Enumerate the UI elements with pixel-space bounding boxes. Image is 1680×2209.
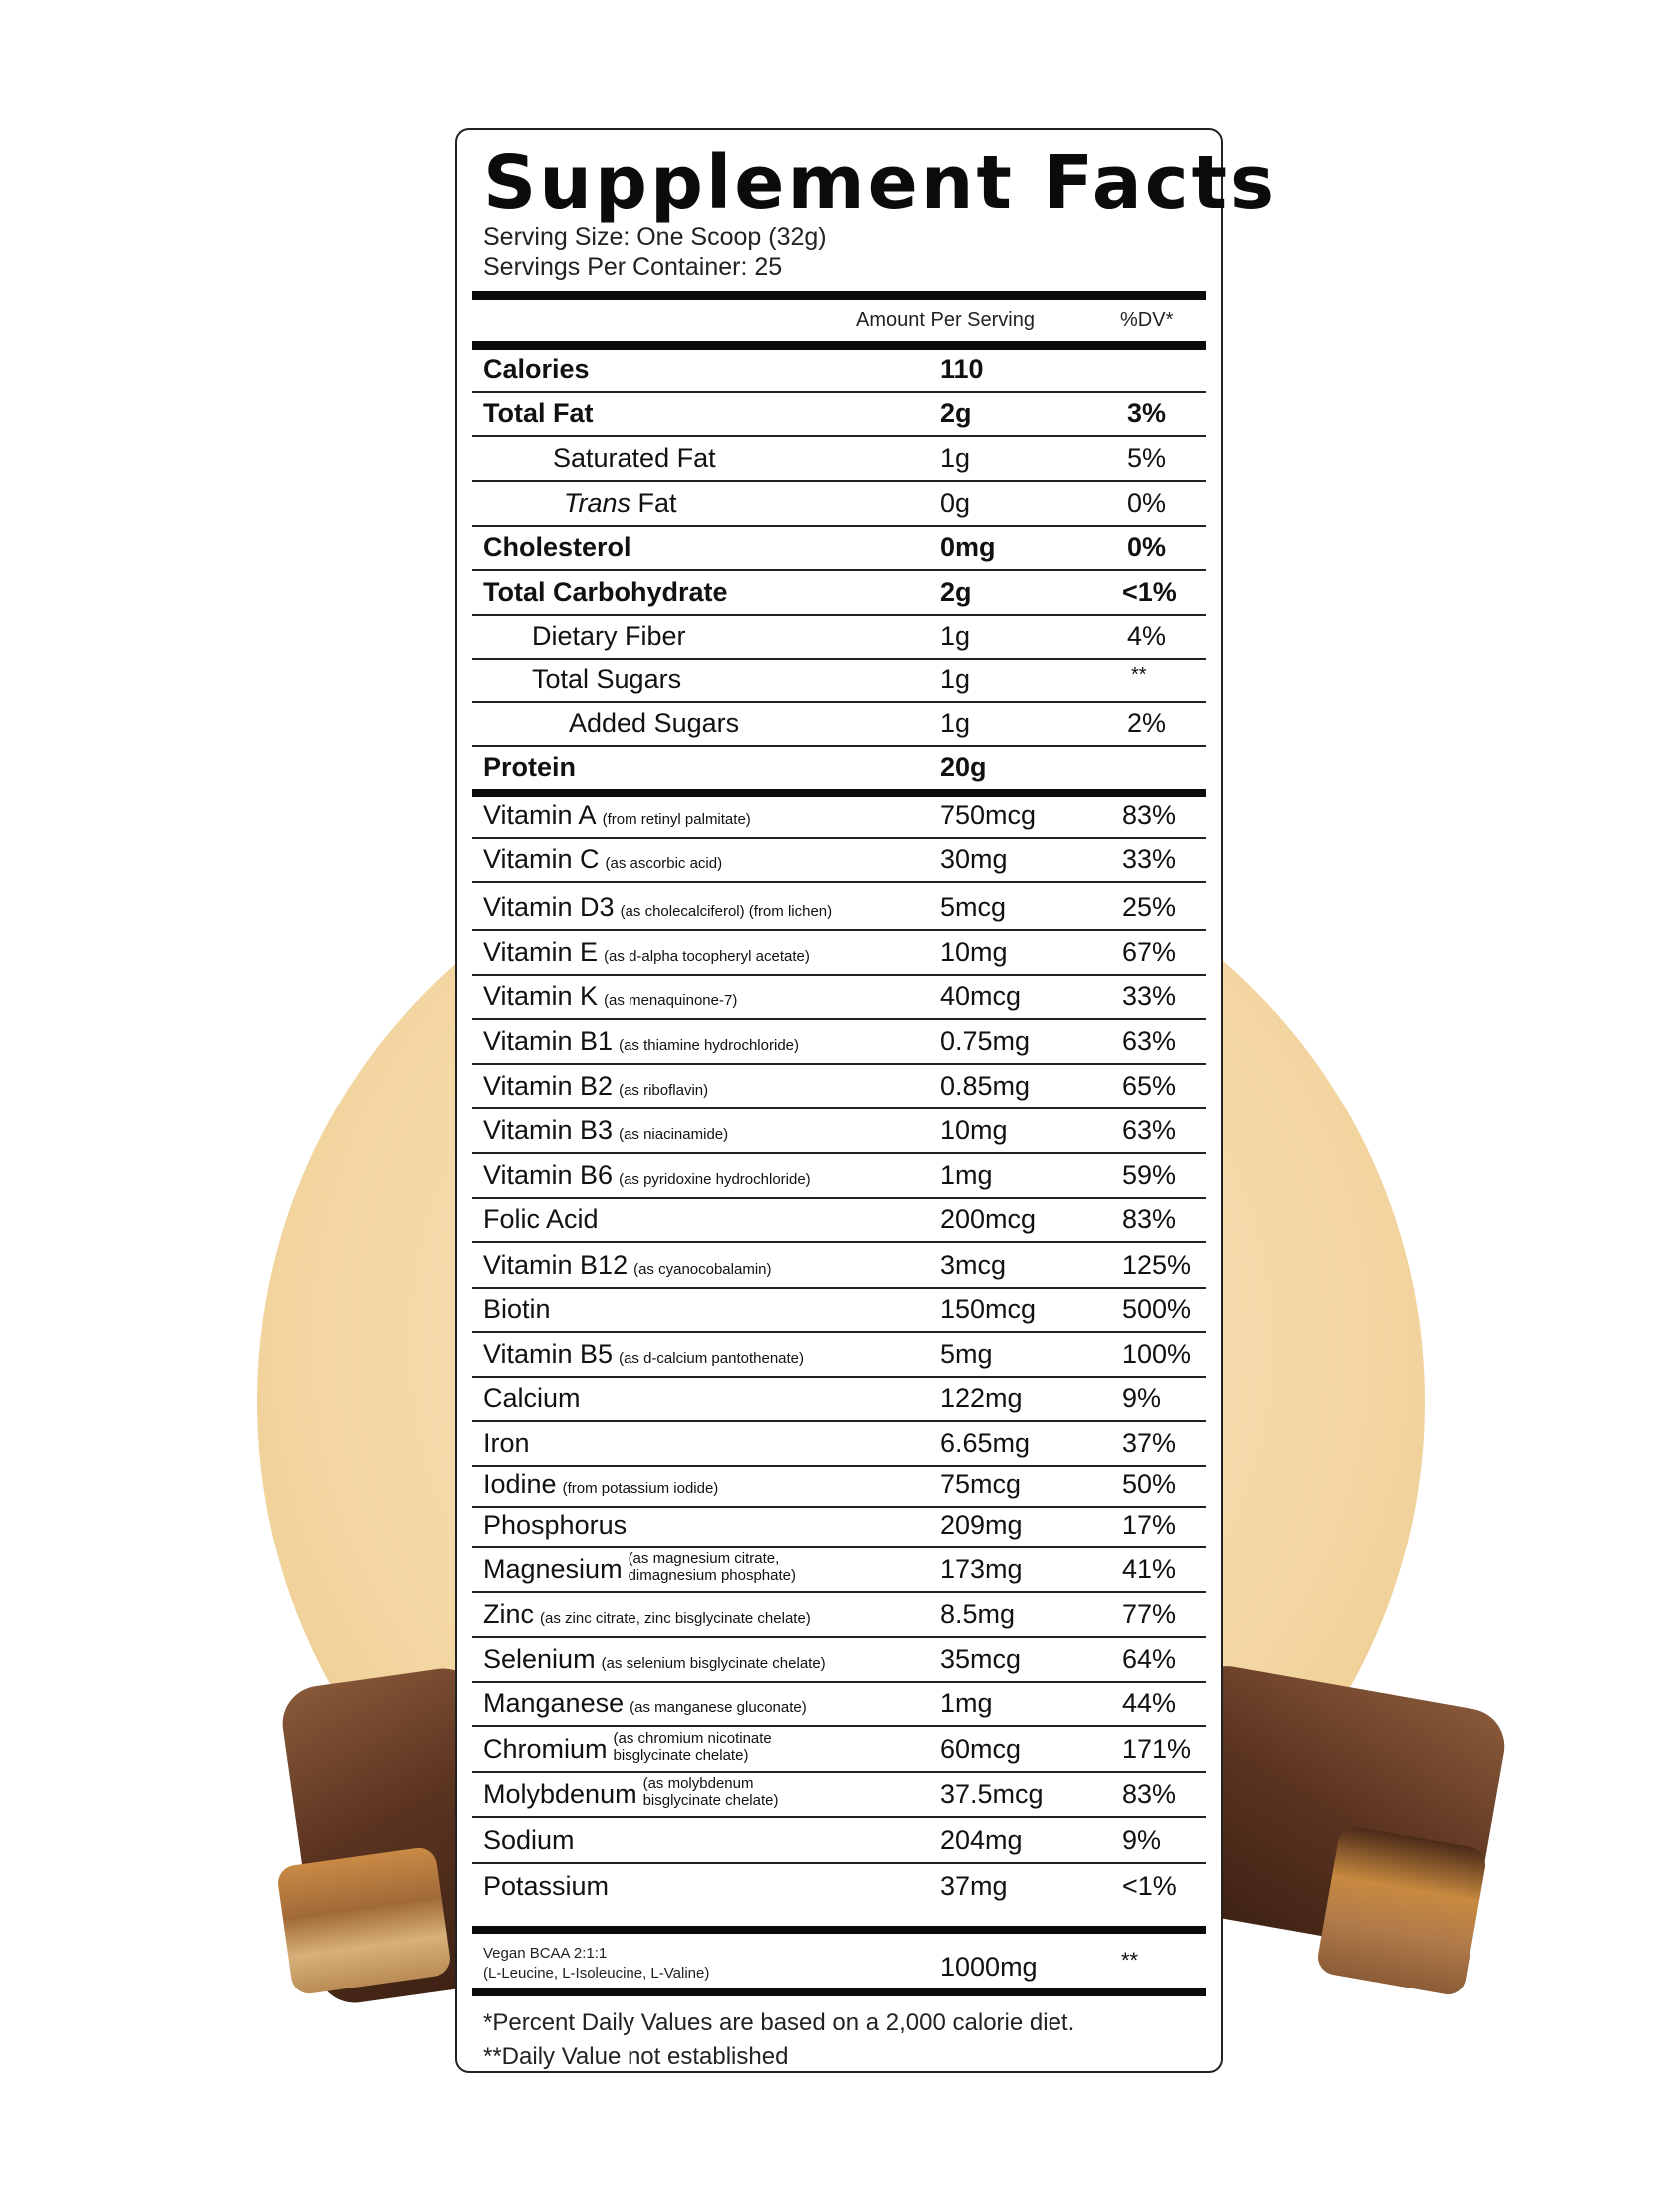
thick-divider (472, 789, 1206, 797)
nutrient-name: Vitamin B3 (as niacinamide) (483, 1115, 729, 1145)
nutrient-name: Total Fat (483, 398, 594, 428)
nutrient-dv: 171% (1122, 1734, 1192, 1764)
nutrient-row (472, 1378, 1206, 1422)
nutrient-source-note: (from retinyl palmitate) (602, 811, 751, 828)
nutrient-source-note: (as molybdenum bisglycinate chelate) (642, 1775, 779, 1809)
nutrient-dv: 9% (1122, 1825, 1162, 1855)
nutrient-source-note: (from potassium iodide) (562, 1480, 719, 1497)
nutrient-row (472, 1109, 1206, 1154)
nutrient-row (472, 1818, 1206, 1864)
nutrient-dv: 100% (1122, 1339, 1192, 1369)
nutrient-row (472, 747, 1206, 789)
thick-divider (472, 1988, 1206, 1996)
nutrient-name: Vitamin K (as menaquinone-7) (483, 981, 738, 1011)
nutrient-dv: 500% (1122, 1294, 1192, 1324)
nutrient-row (472, 527, 1206, 571)
nutrient-row (472, 1548, 1206, 1593)
nutrient-row (472, 482, 1206, 527)
dv-footnote: *Percent Daily Values are based on a 2,000 calorie diet. (483, 2009, 1075, 2036)
nutrient-source-note: (as d-alpha tocopheryl acetate) (604, 948, 810, 965)
nutrient-amount: 5mg (940, 1339, 993, 1369)
nutrient-name: Zinc (as zinc citrate, zinc bisglycinate chelate) (483, 1599, 811, 1629)
nutrient-row (472, 350, 1206, 393)
amount-per-serving-header: Amount Per Serving (856, 309, 1035, 331)
nutrient-row (472, 1864, 1206, 1908)
nutrient-source-note: (as thiamine hydrochloride) (619, 1037, 799, 1054)
panel-title: Supplement Facts (483, 140, 1278, 225)
nutrient-dv: 63% (1122, 1026, 1177, 1056)
nutrient-source-note: (as zinc citrate, zinc bisglycinate chelate) (540, 1610, 811, 1627)
nutrient-dv: 77% (1122, 1599, 1177, 1629)
nutrient-row (472, 976, 1206, 1020)
nutrient-name: Iodine (from potassium iodide) (483, 1469, 719, 1499)
nutrient-name: Magnesium (as magnesium citrate, dimagnesium phosphate) (483, 1550, 796, 1584)
nutrient-amount: 37mg (940, 1871, 1008, 1901)
nutrient-dv: <1% (1122, 577, 1177, 607)
nutrient-row (472, 1727, 1206, 1773)
nutrient-amount: 10mg (940, 937, 1008, 967)
nutrient-name: Vitamin D3 (as cholecalciferol) (from lichen) (483, 892, 833, 922)
nutrient-amount: 5mcg (940, 892, 1007, 922)
nutrient-name: Cholesterol (483, 532, 631, 562)
nutrient-amount: 37.5mcg (940, 1779, 1044, 1809)
nutrient-row (472, 1333, 1206, 1378)
nutrient-row (472, 1593, 1206, 1638)
nutrient-row (472, 1508, 1206, 1548)
nutrient-dv: 2% (1127, 708, 1167, 738)
nutrient-dv: 41% (1122, 1554, 1177, 1584)
nutrient-source-note: (as selenium bisglycinate chelate) (601, 1655, 826, 1672)
nutrient-amount: 1g (940, 621, 971, 651)
nutrient-dv: 59% (1122, 1160, 1177, 1190)
nutrient-name: Calcium (483, 1383, 581, 1413)
nutrient-source-note: (as menaquinone-7) (604, 992, 738, 1009)
nutrient-amount: 40mcg (940, 981, 1022, 1011)
nutrient-amount: 0mg (940, 532, 996, 562)
bcaa-amount: 1000mg (940, 1952, 1038, 1982)
nutrient-amount: 0.75mg (940, 1026, 1031, 1056)
nutrient-name: Vitamin B6 (as pyridoxine hydrochloride) (483, 1160, 811, 1190)
nutrient-source-note: (as manganese gluconate) (630, 1699, 807, 1716)
nutrient-name: Trans Fat (564, 488, 677, 518)
nutrient-amount: 2g (940, 577, 972, 607)
nutrient-dv: 83% (1122, 800, 1177, 830)
nutrient-name: Potassium (483, 1871, 610, 1901)
nutrient-name: Total Sugars (532, 664, 682, 694)
bcaa-name-line2: (L-Leucine, L-Isoleucine, L-Valine) (483, 1965, 710, 1982)
nutrient-name: Folic Acid (483, 1204, 599, 1234)
nutrient-dv: 50% (1122, 1469, 1177, 1499)
bcaa-dv: ** (1121, 1948, 1139, 1973)
nutrient-row (472, 571, 1206, 616)
nutrient-amount: 110 (940, 354, 984, 384)
nutrient-source-note: (as pyridoxine hydrochloride) (619, 1171, 811, 1188)
nutrient-amount: 2g (940, 398, 972, 428)
nutrient-dv: 0% (1127, 532, 1167, 562)
nutrient-name: Vitamin A (from retinyl palmitate) (483, 800, 751, 830)
nutrient-amount: 75mcg (940, 1469, 1022, 1499)
nutrient-source-note: (as ascorbic acid) (605, 855, 723, 872)
nutrient-amount: 173mg (940, 1554, 1023, 1584)
nutrient-dv: 3% (1127, 398, 1167, 428)
nutrient-name: Dietary Fiber (532, 621, 686, 651)
nutrient-row (472, 839, 1206, 883)
nutrient-row (472, 1683, 1206, 1727)
nutrient-source-note: (as cyanocobalamin) (633, 1261, 772, 1278)
thick-divider (472, 291, 1206, 300)
nutrient-amount: 35mcg (940, 1644, 1022, 1674)
nutrient-source-note: (as riboflavin) (619, 1082, 709, 1099)
nutrient-dv: 65% (1122, 1071, 1177, 1101)
nutrient-row (472, 616, 1206, 660)
nutrient-dv: 25% (1122, 892, 1177, 922)
nutrient-amount: 1mg (940, 1160, 993, 1190)
nutrient-dv: 125% (1122, 1250, 1192, 1280)
nutrient-dv: 5% (1127, 443, 1167, 473)
nutrient-name: Iron (483, 1428, 530, 1458)
nutrient-name: Saturated Fat (553, 443, 716, 473)
nutrient-dv: 67% (1122, 937, 1177, 967)
nutrient-amount: 122mg (940, 1383, 1023, 1413)
nutrient-name: Vitamin C (as ascorbic acid) (483, 844, 723, 874)
nutrient-name: Manganese (as manganese gluconate) (483, 1688, 807, 1718)
nutrient-row (472, 1422, 1206, 1467)
nutrient-name: Biotin (483, 1294, 551, 1324)
dv-header: %DV* (1120, 309, 1174, 331)
nutrient-name: Molybdenum (as molybdenum bisglycinate chelate) (483, 1775, 779, 1809)
nutrient-dv: <1% (1122, 1871, 1177, 1901)
nutrient-amount: 0g (940, 488, 971, 518)
nutrient-dv: ** (1131, 664, 1147, 686)
nutrient-row (472, 437, 1206, 482)
nutrient-row (472, 1243, 1206, 1289)
nutrient-dv: 64% (1122, 1644, 1177, 1674)
nutrient-source-note: (as niacinamide) (619, 1126, 729, 1143)
nutrient-amount: 10mg (940, 1115, 1008, 1145)
nutrient-dv: 33% (1122, 844, 1177, 874)
nutrient-dv: 83% (1122, 1779, 1177, 1809)
supplement-facts-panel (455, 128, 1278, 2073)
chocolate-bar-right-cross-section (1315, 1824, 1488, 1997)
nutrient-row (472, 1289, 1206, 1333)
nutrient-name: Vitamin B12 (as cyanocobalamin) (483, 1250, 772, 1280)
nutrient-dv: 63% (1122, 1115, 1177, 1145)
nutrient-dv: 44% (1122, 1688, 1177, 1718)
chocolate-bar-left-cross-section (276, 1845, 453, 1995)
nutrient-dv: 4% (1127, 621, 1167, 651)
nutrient-name: Vitamin B5 (as d-calcium pantothenate) (483, 1339, 805, 1369)
nutrient-name: Added Sugars (569, 708, 740, 738)
nutrient-row (472, 393, 1206, 437)
nutrient-dv: 9% (1122, 1383, 1162, 1413)
nutrient-source-note: (as cholecalciferol) (from lichen) (620, 903, 833, 920)
nutrient-amount: 30mg (940, 844, 1008, 874)
servings-per-container: Servings Per Container: 25 (483, 253, 783, 281)
nutrient-row (472, 1773, 1206, 1818)
nutrient-amount: 209mg (940, 1510, 1023, 1540)
nutrient-row (472, 660, 1206, 703)
nutrient-source-note: (as magnesium citrate, dimagnesium phosphate) (628, 1550, 796, 1584)
nutrient-name: Vitamin E (as d-alpha tocopheryl acetate) (483, 937, 810, 967)
nutrient-name: Total Carbohydrate (483, 577, 728, 607)
nutrient-row (472, 931, 1206, 976)
nutrient-dv: 37% (1122, 1428, 1177, 1458)
nutrient-amount: 1g (940, 708, 971, 738)
bcaa-name (483, 1944, 709, 1984)
nutrient-row (472, 1199, 1206, 1243)
nutrient-row (472, 1638, 1206, 1683)
nutrient-amount: 6.65mg (940, 1428, 1031, 1458)
nutrient-name: Vitamin B2 (as riboflavin) (483, 1071, 709, 1101)
nutrient-amount: 0.85mg (940, 1071, 1031, 1101)
nutrient-row (472, 797, 1206, 839)
nutrient-amount: 1g (940, 443, 971, 473)
nutrient-name: Calories (483, 354, 590, 384)
nutrient-row (472, 1154, 1206, 1199)
nutrient-dv: 33% (1122, 981, 1177, 1011)
nutrient-dv: 17% (1122, 1510, 1177, 1540)
nutrient-name: Vitamin B1 (as thiamine hydrochloride) (483, 1026, 799, 1056)
nutrient-row (472, 1467, 1206, 1508)
nutrient-amount: 8.5mg (940, 1599, 1016, 1629)
nutrient-source-note: (as chromium nicotinate bisglycinate chelate) (613, 1730, 772, 1764)
trans-italic: Trans (564, 488, 631, 518)
thick-divider (472, 1926, 1206, 1934)
nutrient-amount: 750mcg (940, 800, 1037, 830)
nutrient-dv: 83% (1122, 1204, 1177, 1234)
nutrient-amount: 1g (940, 664, 971, 694)
nutrient-amount: 20g (940, 752, 987, 782)
bcaa-name-line1: Vegan BCAA 2:1:1 (483, 1945, 608, 1962)
nutrient-amount: 204mg (940, 1825, 1023, 1855)
nutrient-name: Sodium (483, 1825, 575, 1855)
not-established-footnote: **Daily Value not established (483, 2043, 789, 2070)
nutrient-name: Protein (483, 752, 577, 782)
nutrient-amount: 60mcg (940, 1734, 1022, 1764)
nutrient-dv: 0% (1127, 488, 1167, 518)
nutrient-name: Chromium (as chromium nicotinate bisglycinate chelate) (483, 1730, 772, 1764)
nutrient-source-note: (as d-calcium pantothenate) (619, 1350, 805, 1367)
nutrient-row (472, 703, 1206, 747)
nutrient-amount: 150mcg (940, 1294, 1037, 1324)
nutrient-row (472, 1065, 1206, 1109)
nutrient-name: Phosphorus (483, 1510, 628, 1540)
nutrient-amount: 200mcg (940, 1204, 1037, 1234)
serving-size: Serving Size: One Scoop (32g) (483, 223, 827, 251)
nutrient-row (472, 883, 1206, 931)
nutrient-amount: 1mg (940, 1688, 993, 1718)
nutrient-name: Selenium (as selenium bisglycinate chelate) (483, 1644, 826, 1674)
nutrient-amount: 3mcg (940, 1250, 1007, 1280)
nutrient-row (472, 1020, 1206, 1065)
thick-divider (472, 341, 1206, 350)
